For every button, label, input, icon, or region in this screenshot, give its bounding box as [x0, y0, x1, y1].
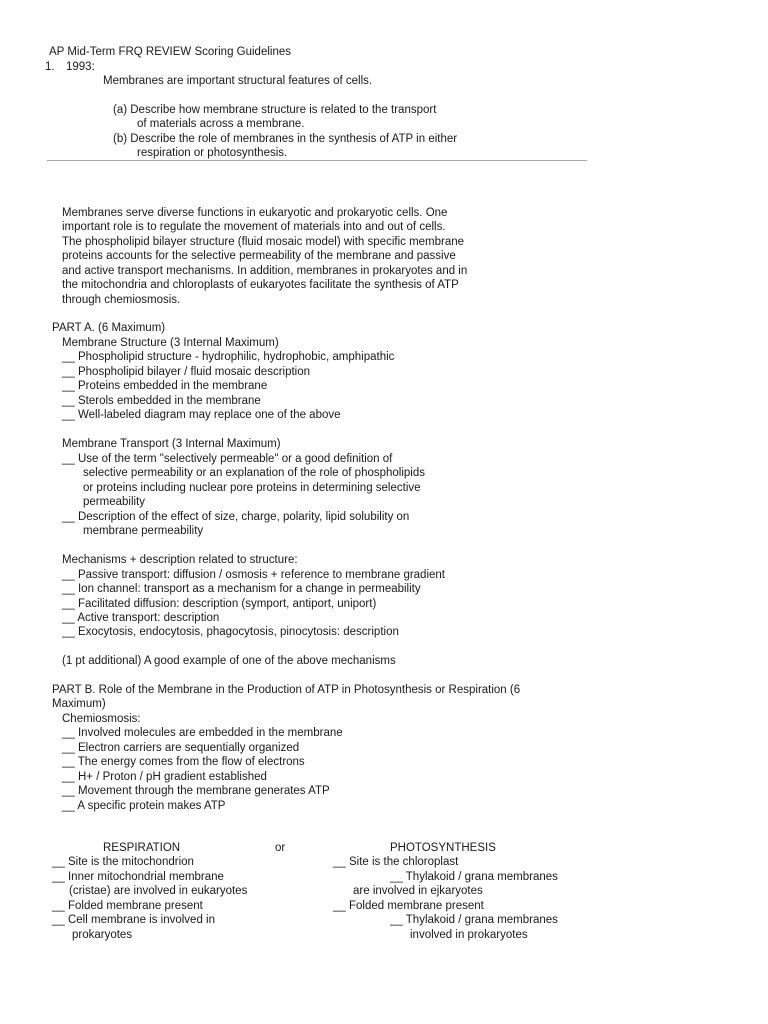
respiration-item: __ Cell membrane is involved in	[52, 914, 215, 926]
respiration-item: __ Folded membrane present	[52, 900, 203, 912]
criterion-item: __ Active transport: description	[62, 612, 220, 624]
criterion-item: __ Use of the term "selectively permeable" or a good definition of	[62, 453, 393, 465]
intro-line: through chemiosmosis.	[62, 294, 181, 306]
criterion-item-cont: selective permeability or an explanation of the role of phospholipids	[83, 467, 426, 479]
part-b-heading: PART B. Role of the Membrane in the Production of ATP in Photosynthesis or Respiration (6	[52, 684, 521, 696]
structure-heading: Membrane Structure (3 Internal Maximum)	[62, 337, 279, 349]
criterion-item: __ Electron carriers are sequentially organized	[62, 742, 300, 754]
criterion-item: __ Description of the effect of size, charge, polarity, lipid solubility on	[62, 511, 410, 523]
question-year: 1993:	[66, 61, 95, 73]
criterion-item: __ Phospholipid structure - hydrophilic, hydrophobic, amphipathic	[62, 351, 395, 363]
criterion-item-cont: membrane permeability	[83, 525, 204, 537]
intro-line: the mitochondria and chloroplasts of eukaryotes facilitate the synthesis of ATP	[62, 279, 459, 291]
criterion-item: __ H+ / Proton / pH gradient established	[62, 771, 267, 783]
criterion-item: __ Ion channel: transport as a mechanism for a change in permeability	[62, 583, 421, 595]
criterion-item: __ Proteins embedded in the membrane	[62, 380, 268, 392]
mechanisms-heading: Mechanisms + description related to structure:	[62, 554, 298, 566]
prompt-part-a-cont: of materials across a membrane.	[137, 118, 305, 130]
respiration-heading: RESPIRATION	[103, 842, 181, 854]
section-divider	[47, 160, 587, 161]
criterion-item-cont: or proteins including nuclear pore proteins in determining selective	[83, 482, 421, 494]
intro-line: Membranes serve diverse functions in eukaryotic and prokaryotic cells. One	[62, 207, 448, 219]
criterion-item: __ Phospholipid bilayer / fluid mosaic description	[62, 366, 311, 378]
photosynthesis-item-cont: involved in prokaryotes	[410, 929, 528, 941]
respiration-item: __ Site is the mitochondrion	[52, 856, 194, 868]
criterion-item: __ Passive transport: diffusion / osmosis + reference to membrane gradient	[62, 569, 445, 581]
document-title: AP Mid-Term FRQ REVIEW Scoring Guidelines	[49, 46, 291, 58]
respiration-item: __ Inner mitochondrial membrane	[52, 871, 224, 883]
prompt-part-b: (b) Describe the role of membranes in the synthesis of ATP in either	[113, 133, 458, 145]
criterion-item: __ Involved molecules are embedded in the membrane	[62, 727, 343, 739]
additional-point: (1 pt additional) A good example of one of the above mechanisms	[62, 655, 396, 667]
chemiosmosis-heading: Chemiosmosis:	[62, 713, 141, 725]
or-label: or	[275, 842, 286, 854]
part-a-heading: PART A. (6 Maximum)	[52, 322, 166, 334]
photosynthesis-item: __ Site is the chloroplast	[333, 856, 459, 868]
photosynthesis-item: __ Thylakoid / grana membranes	[390, 871, 558, 883]
criterion-item: __ A specific protein makes ATP	[62, 800, 226, 812]
intro-line: and active transport mechanisms. In addition, membranes in prokaryotes and in	[62, 265, 468, 277]
respiration-item-cont: (cristae) are involved in eukaryotes	[69, 885, 248, 897]
part-b-heading-cont: Maximum)	[52, 698, 106, 710]
intro-line: proteins accounts for the selective permeability of the membrane and passive	[62, 250, 456, 262]
intro-line: important role is to regulate the movement of materials into and out of cells.	[62, 221, 446, 233]
criterion-item: __ Facilitated diffusion: description (symport, antiport, uniport)	[62, 598, 377, 610]
prompt-part-a: (a) Describe how membrane structure is related to the transport	[113, 104, 437, 116]
criterion-item-cont: permeability	[83, 496, 145, 508]
photosynthesis-item: __ Thylakoid / grana membranes	[390, 914, 558, 926]
criterion-item: __ Sterols embedded in the membrane	[62, 395, 261, 407]
intro-line: The phospholipid bilayer structure (fluid mosaic model) with specific membrane	[62, 236, 465, 248]
respiration-item-cont: prokaryotes	[72, 929, 133, 941]
criterion-item: __ Exocytosis, endocytosis, phagocytosis, pinocytosis: description	[62, 626, 399, 638]
prompt-part-b-cont: respiration or photosynthesis.	[137, 147, 288, 159]
photosynthesis-item-cont: are involved in ejkaryotes	[353, 885, 483, 897]
criterion-item: __ Well-labeled diagram may replace one of the above	[62, 409, 341, 421]
prompt-intro: Membranes are important structural features of cells.	[103, 75, 373, 87]
criterion-item: __ Movement through the membrane generates ATP	[62, 785, 330, 797]
criterion-item: __ The energy comes from the flow of electrons	[62, 756, 305, 768]
item-number: 1.	[45, 61, 55, 73]
photosynthesis-heading: PHOTOSYNTHESIS	[390, 842, 496, 854]
photosynthesis-item: __ Folded membrane present	[333, 900, 484, 912]
transport-heading: Membrane Transport (3 Internal Maximum)	[62, 438, 281, 450]
